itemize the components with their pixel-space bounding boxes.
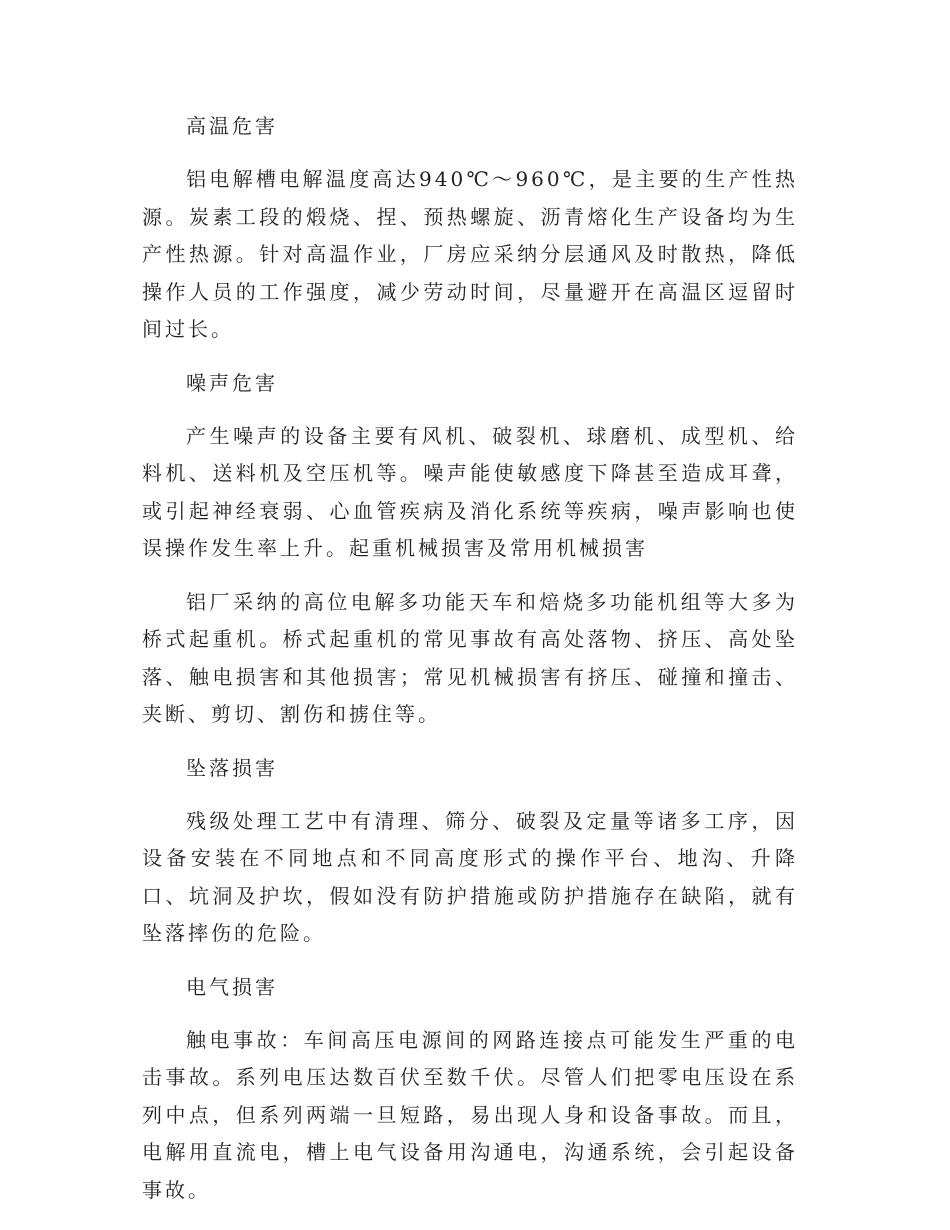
section-heading-falling: 坠落损害 — [186, 755, 278, 780]
paragraph-electrical: 触电事故：车间高压电源间的网路连接点可能发生严重的电击事故。系列电压达数百伏至数千伏。尽管人们把零电压设在系列中点，但系列两端一旦短路，易出现人身和设备事故。而且，电解用直流电，槽上电气设备用沟通电，沟通系统，会引起设备事故。 — [142, 1027, 798, 1202]
paragraph-high-temperature: 铝电解槽电解温度高达940℃～960℃，是主要的生产性热源。炭素工段的煅烧、捏、预热螺旋、沥青熔化生产设备均为生产性热源。针对高温作业，厂房应采纳分层通风及时散热，降低操作人员的工作强度，减少劳动时间，尽量避开在高温区逗留时间过长。 — [142, 167, 798, 341]
document-body — [142, 108, 798, 1209]
paragraph-falling: 残级处理工艺中有清理、筛分、破裂及定量等诸多工序，因设备安装在不同地点和不同高度形式的操作平台、地沟、升降口、坑洞及护坎，假如没有防护措施或防护措施存在缺陷，就有坠落摔伤的危险。 — [142, 808, 798, 945]
paragraph-noise: 产生噪声的设备主要有风机、破裂机、球磨机、成型机、给料机、送料机及空压机等。噪声能使敏感度下降甚至造成耳聋，或引起神经衰弱、心血管疾病及消化系统等疾病，噪声影响也使误操作发生率上升。起重机械损害及常用机械损害 — [142, 423, 798, 560]
section-heading-high-temperature: 高温危害 — [186, 114, 278, 138]
section-heading-electrical: 电气损害 — [186, 974, 278, 999]
section-heading-noise: 噪声危害 — [186, 370, 278, 395]
paragraph-crane-machinery: 铝厂采纳的高位电解多功能天车和焙烧多功能机组等大多为桥式起重机。桥式起重机的常见事故有高处落物、挤压、高处坠落、触电损害和其他损害；常见机械损害有挤压、碰撞和撞击、夹断、剪切、割伤和掳住等。 — [142, 589, 798, 726]
